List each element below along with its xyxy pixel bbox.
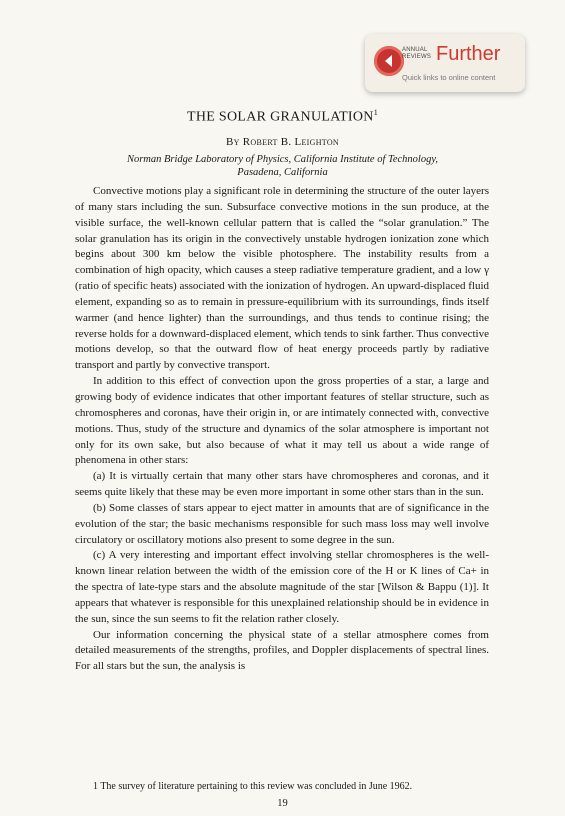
footnote: 1 The survey of literature pertaining to this review was concluded in June 1962.	[93, 781, 413, 792]
article-body	[75, 184, 489, 675]
play-icon	[374, 46, 404, 76]
further-label: Further	[436, 43, 501, 65]
affiliation: Norman Bridge Laboratory of Physics, California Institute of Technology, Pasadena, California	[126, 154, 439, 178]
annual-reviews-further-badge[interactable]	[365, 34, 525, 92]
quick-links-text[interactable]: Quick links to online content	[402, 73, 496, 82]
paragraph: (c) A very interesting and important effect involving stellar chromospheres is the well-known linear relation between the width of the emission core of the H or K lines of Ca+ in the spectra of late-type stars and the absolute magnitude of the star [Wilson & Bappu (1)]. It appears that whatever is responsible for this unexplained relationship should be in evidence in the sun, since the sun seems to fit the relation rather closely.	[75, 549, 489, 625]
article-title: THE SOLAR GRANULATION$^1$	[186, 108, 379, 125]
paragraph: (b) Some classes of stars appear to eject matter in amounts that are of significance in the evolution of the star; the basic mechanisms responsible for such mass loss may well involve circulatory or oscillatory motions also present to some degree in the sun.	[75, 501, 489, 546]
author-line: By Robert B. Leighton	[226, 136, 339, 148]
paragraph: Our information concerning the physical state of a stellar atmosphere comes from detailed measurements of the strengths, profiles, and Doppler displacements of spectral lines. For all stars but the sun, the analysis is	[75, 628, 489, 673]
annual-reviews-logo-text: ANNUAL REVIEWS	[402, 47, 432, 60]
paragraph: In addition to this effect of convection upon the gross properties of a star, a large and growing body of evidence indicates that other important features of stellar structure, such as chromospheres and coronas, have their origin in, or are intimately connected with, convective motions. Thus, study of the structure and dynamics of the solar atmosphere is important not only for its own sake, but also because of what it may tell us about a wide range of phenomena in other stars:	[75, 375, 489, 467]
page-number: 19	[277, 798, 288, 809]
paragraph: (a) It is virtually certain that many other stars have chromospheres and coronas, and it seems quite likely that these may be even more important in some other stars than in the sun.	[75, 470, 489, 499]
title-footnote-marker: 1	[373, 108, 379, 117]
paragraph: Convective motions play a significant role in determining the structure of the outer layers of many stars including the sun. Subsurface convective motions in the sun produce, at the visible surface, the well-known cellular pattern that is called the “solar granulation.” The solar granulation has its origin in the convectively unstable hydrogen ionization zone which begins about 300 km below the visible photosphere. The instability results from a combination of high opacity, which causes a steep radiative temperature gradient, and a low γ (ratio of specific heats) associated with the ionization of hydrogen. An upward-displaced fluid element, expanding so as to remain in pressure-equilibrium with its surroundings, finds itself warmer (and hence lighter) than the surroundings, and thus tends to continue rising; the reverse holds for a downward-displaced element, which tends to sink farther. Thus convective motions develop, so that the outward flow of heat energy proceeds partly by radiative transport and partly by convective transport.	[75, 185, 489, 372]
